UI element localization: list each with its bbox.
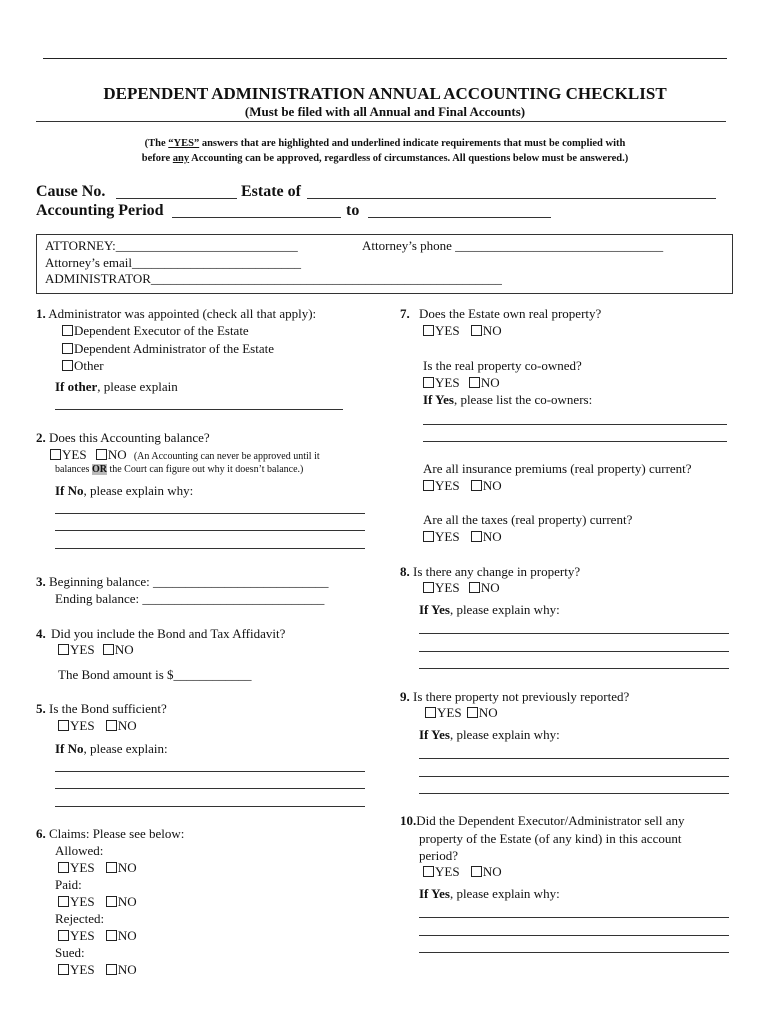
- q9-explain-line-3[interactable]: [419, 793, 729, 794]
- q10-question-line-3: period?: [419, 848, 458, 863]
- q1-option-other-label: Other: [74, 358, 104, 373]
- q9-explain-line-2[interactable]: [419, 776, 729, 777]
- q7-taxes-question: Are all the taxes (real property) current?: [423, 512, 633, 527]
- estate-name-field[interactable]: [307, 198, 716, 199]
- q1-option-administrator[interactable]: [62, 341, 274, 357]
- q2-or-highlight: OR: [91, 464, 107, 475]
- q8-yes-checkbox[interactable]: [423, 582, 434, 593]
- q4-question: 4. Did you include the Bond and Tax Affidavit?: [36, 626, 286, 641]
- period-to-label: to: [346, 202, 360, 219]
- q6-rejected-label: Rejected:: [55, 911, 105, 926]
- attorney-phone-field[interactable]: Attorney’s phone ________________________________: [362, 238, 664, 253]
- q7-insurance-question: Are all insurance premiums (real property) current?: [423, 461, 692, 476]
- q10-question-line-2: property of the Estate (of any kind) in this account: [419, 831, 682, 846]
- q9-yes-checkbox[interactable]: [425, 707, 436, 718]
- q1-explain-line[interactable]: [55, 409, 343, 410]
- q7-coowners-line-2[interactable]: [423, 441, 727, 442]
- page-subtitle: (Must be filed with all Annual and Final Accounts): [244, 104, 526, 119]
- q10-yes-checkbox[interactable]: [423, 866, 434, 877]
- q4-yes-checkbox[interactable]: [58, 644, 69, 655]
- q5-explain-line-2[interactable]: [55, 788, 365, 789]
- q1-explain-label: If other, please explain: [55, 379, 178, 394]
- q6-paid-row: YES NO: [58, 894, 137, 910]
- q5-explain-label: If No, please explain:: [55, 741, 168, 756]
- q2-explain-line-1[interactable]: [55, 513, 365, 514]
- q8-question: 8. Is there any change in property?: [400, 564, 581, 579]
- q6-sued-no-checkbox[interactable]: [106, 964, 117, 975]
- q9-answer-row: YES NO: [425, 705, 498, 721]
- q9-no-checkbox[interactable]: [467, 707, 478, 718]
- q4-answer-row: YES NO: [58, 642, 134, 658]
- q9-explain-label: If Yes, please explain why:: [419, 727, 560, 742]
- q7-taxes-yes-checkbox[interactable]: [423, 531, 434, 542]
- notice-yes-emphasis: “YES”: [168, 138, 200, 149]
- q8-no-checkbox[interactable]: [469, 582, 480, 593]
- q6-sued-row: YES NO: [58, 962, 137, 978]
- q6-allowed-row: YES NO: [58, 860, 137, 876]
- q7-yes-checkbox[interactable]: [423, 325, 434, 336]
- q6-allowed-yes-checkbox[interactable]: [58, 862, 69, 873]
- q1-text: Administrator was appointed (check all that apply):: [48, 306, 317, 321]
- q1-number: 1.: [36, 306, 46, 321]
- notice-line-1: (The “YES” answers that are highlighted and underlined indicate requirements that must be complied with: [144, 138, 626, 149]
- q2-note-1: (An Accounting can never be approved until it: [133, 451, 320, 462]
- q5-answer-row: YES NO: [58, 718, 137, 734]
- q5-yes-checkbox[interactable]: [58, 720, 69, 731]
- q7-coowned-no-checkbox[interactable]: [469, 377, 480, 388]
- q5-question: 5. Is the Bond sufficient?: [36, 701, 167, 716]
- q1-administrator-checkbox[interactable]: [62, 343, 73, 354]
- q7-question: 7. Does the Estate own real property?: [400, 306, 602, 321]
- q7-coowned-yes-checkbox[interactable]: [423, 377, 434, 388]
- q6-allowed-label: Allowed:: [55, 843, 104, 858]
- q10-explain-line-2[interactable]: [419, 935, 729, 936]
- q8-answer-row: YES NO: [423, 580, 500, 596]
- q6-allowed-no-checkbox[interactable]: [106, 862, 117, 873]
- q2-yes-checkbox[interactable]: [50, 449, 61, 460]
- q6-paid-no-checkbox[interactable]: [106, 896, 117, 907]
- q4-no-checkbox[interactable]: [103, 644, 114, 655]
- cause-label: Cause No.: [36, 183, 106, 200]
- q7-answer-row: YES NO: [423, 323, 502, 339]
- q10-explain-line-1[interactable]: [419, 917, 729, 918]
- q7-no-checkbox[interactable]: [471, 325, 482, 336]
- q6-rejected-row: YES NO: [58, 928, 137, 944]
- q2-explain-line-2[interactable]: [55, 530, 365, 531]
- notice-any-emphasis: any: [172, 153, 190, 164]
- q7-insurance-row: YES NO: [423, 478, 502, 494]
- q4-bond-amount[interactable]: The Bond amount is $____________: [58, 667, 252, 682]
- q1-question: [36, 306, 316, 322]
- q6-rejected-no-checkbox[interactable]: [106, 930, 117, 941]
- notice-line-2: before any Accounting can be approved, regardless of circumstances. All questions below must be answered.): [141, 153, 629, 164]
- q6-paid-yes-checkbox[interactable]: [58, 896, 69, 907]
- attorney-field[interactable]: ATTORNEY:____________________________: [45, 238, 298, 253]
- q1-option-other[interactable]: [62, 358, 104, 374]
- q7-insurance-no-checkbox[interactable]: [471, 480, 482, 491]
- q5-explain-line-3[interactable]: [55, 806, 365, 807]
- page-title: DEPENDENT ADMINISTRATION ANNUAL ACCOUNTING CHECKLIST: [103, 84, 667, 103]
- q8-explain-line-3[interactable]: [419, 668, 729, 669]
- top-rule: [43, 58, 727, 59]
- q2-note-2: balances OR the Court can figure out why it doesn’t balance.): [55, 464, 304, 475]
- q5-explain-line-1[interactable]: [55, 771, 365, 772]
- q9-question: 9. Is there property not previously reported?: [400, 689, 630, 704]
- attorney-email-field[interactable]: Attorney’s email__________________________: [45, 255, 302, 270]
- q9-explain-line-1[interactable]: [419, 758, 729, 759]
- q1-other-checkbox[interactable]: [62, 360, 73, 371]
- q10-explain-label: If Yes, please explain why:: [419, 886, 560, 901]
- q2-question: 2. Does this Accounting balance?: [36, 430, 210, 445]
- q2-answer-row: [50, 447, 320, 463]
- q10-question-line-1: 10.Did the Dependent Executor/Administrator sell any: [400, 813, 685, 828]
- q7-coowners-label: If Yes, please list the co-owners:: [423, 392, 593, 407]
- q10-no-checkbox[interactable]: [471, 866, 482, 877]
- q8-explain-label: If Yes, please explain why:: [419, 602, 560, 617]
- q2-no-checkbox[interactable]: [96, 449, 107, 460]
- q2-yes-label: YES: [62, 447, 87, 462]
- cause-number-field[interactable]: [116, 198, 237, 199]
- q1-executor-checkbox[interactable]: [62, 325, 73, 336]
- q6-paid-label: Paid:: [55, 877, 82, 892]
- header-rule: [36, 121, 726, 122]
- administrator-field[interactable]: ADMINISTRATOR______________________________________________________: [45, 271, 502, 286]
- q7-coowned-row: YES NO: [423, 375, 500, 391]
- q1-option-administrator-label: Dependent Administrator of the Estate: [74, 341, 275, 356]
- q3-beginning-balance[interactable]: 3. Beginning balance: ___________________________: [36, 574, 329, 589]
- accounting-period-label: Accounting Period: [36, 202, 164, 219]
- q1-option-executor-label: Dependent Executor of the Estate: [74, 323, 249, 338]
- q3-ending-balance[interactable]: Ending balance: ____________________________: [55, 591, 325, 606]
- q8-explain-line-2[interactable]: [419, 651, 729, 652]
- q2-explain-line-3[interactable]: [55, 548, 365, 549]
- q10-explain-line-3[interactable]: [419, 952, 729, 953]
- q6-rejected-yes-checkbox[interactable]: [58, 930, 69, 941]
- q7-insurance-yes-checkbox[interactable]: [423, 480, 434, 491]
- q10-answer-row: YES NO: [423, 864, 502, 880]
- q6-sued-yes-checkbox[interactable]: [58, 964, 69, 975]
- q6-question: 6. Claims: Please see below:: [36, 826, 185, 841]
- period-end-field[interactable]: [368, 217, 551, 218]
- q7-taxes-no-checkbox[interactable]: [471, 531, 482, 542]
- q2-no-label: NO: [107, 447, 127, 462]
- q5-no-checkbox[interactable]: [106, 720, 117, 731]
- q1-option-executor[interactable]: [62, 323, 249, 339]
- estate-label: Estate of: [241, 183, 301, 200]
- q6-sued-label: Sued:: [55, 945, 85, 960]
- q8-explain-line-1[interactable]: [419, 633, 729, 634]
- period-start-field[interactable]: [172, 217, 341, 218]
- q7-coowners-line-1[interactable]: [423, 424, 727, 425]
- q7-taxes-row: YES NO: [423, 529, 502, 545]
- q2-explain-label: If No, please explain why:: [55, 483, 194, 498]
- q7-coowned-question: Is the real property co-owned?: [423, 358, 582, 373]
